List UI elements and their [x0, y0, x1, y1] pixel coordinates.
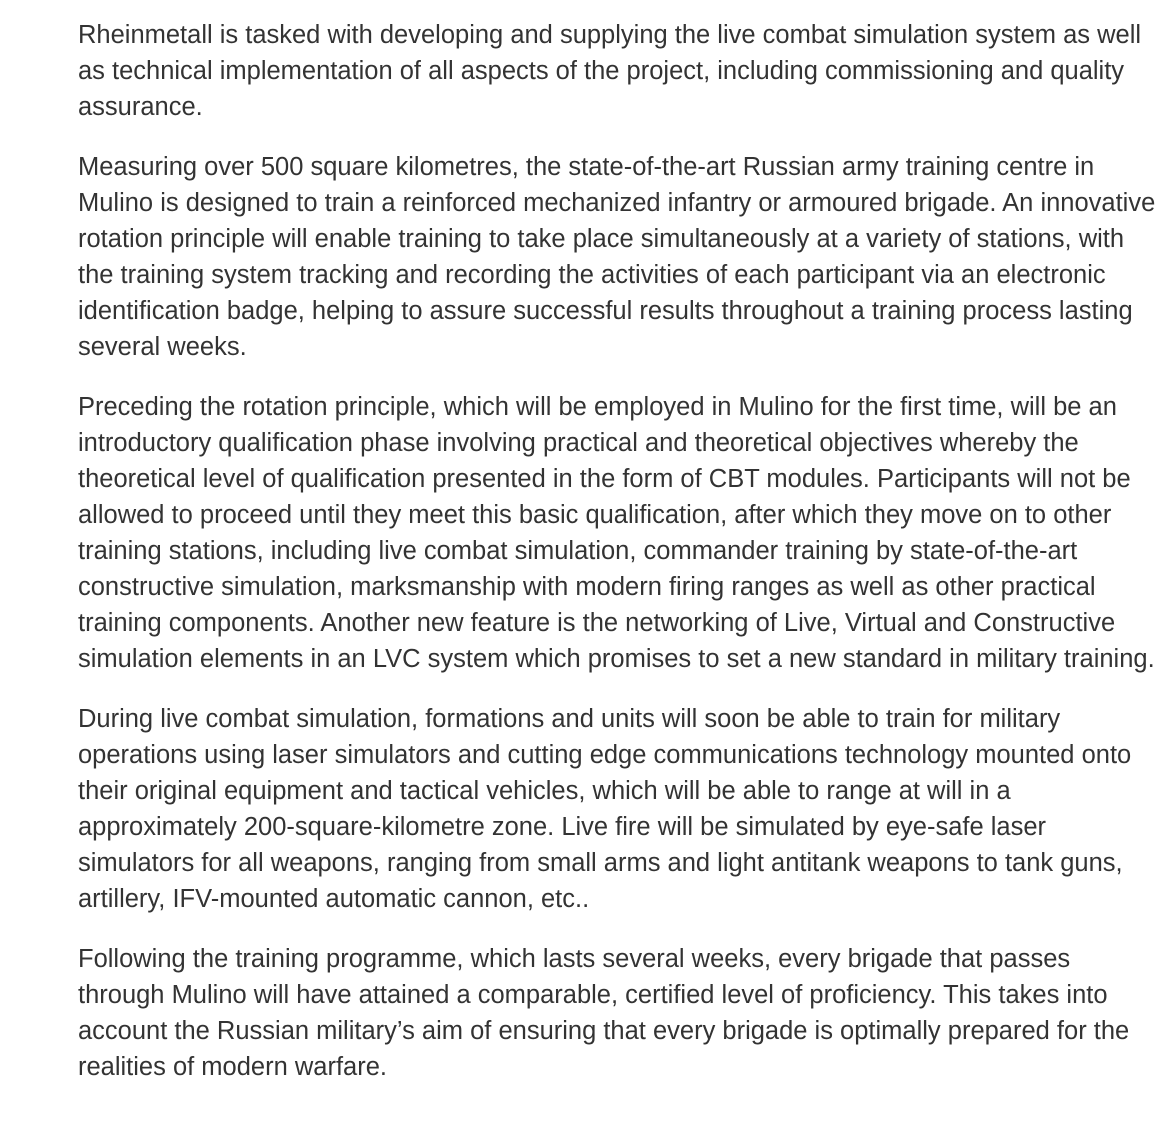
paragraph-project-scope: Rheinmetall is tasked with developing and supplying the live combat simulation system as well as technical implementation of all aspects of the project, including commissioning and quality assurance. — [78, 21, 1142, 121]
paragraph-rotation-principle: Preceding the rotation principle, which will be employed in Mulino for the first time, will be an introductory qualification phase involving practical and theoretical objectives whereby the theoretical level of qualification presented in the form of CBT modules. Participants will not be allowed to proceed until they meet this basic qualification, after which they move on to other training stations, including live combat simulation, commander training by state-of-the-art constructive simulation, marksmanship with modern firing ranges as well as other practical training components. Another new feature is the networking of Live, Virtual and Constructive simulation elements in an LVC system which promises to set a new standard in military training. — [78, 393, 1155, 673]
paragraph-live-combat-simulation: During live combat simulation, formations and units will soon be able to train for military operations using laser simulators and cutting edge communications technology mounted onto their original equipment and tactical vehicles, which will be able to range at will in a approximately 200-square-kilometre zone. Live fire will be simulated by eye-safe laser simulators for all weapons, ranging from small arms and light antitank weapons to tank guns, artillery, IFV-mounted automatic cannon, etc.. — [78, 705, 1132, 913]
paragraph-training-centre: Measuring over 500 square kilometres, the state-of-the-art Russian army training centre in Mulino is designed to train a reinforced mechanized infantry or armoured brigade. An innovative rotation principle will enable training to take place simultaneously at a variety of stations, with the training system tracking and recording the activities of each participant via an electronic identification badge, helping to assure successful results throughout a training process lasting several weeks. — [78, 153, 1156, 361]
paragraph-training-programme: Following the training programme, which lasts several weeks, every brigade that passes through Mulino will have attained a comparable, certified level of proficiency. This takes into account the Russian military’s aim of ensuring that every brigade is optimally prepared for the realities of modern warfare. — [78, 945, 1130, 1081]
article-body — [78, 17, 1158, 1085]
